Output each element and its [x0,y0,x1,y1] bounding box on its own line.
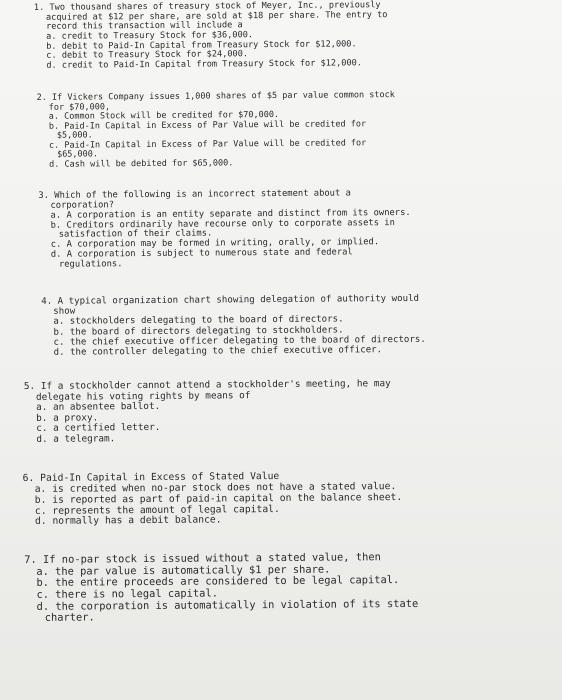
answer-option: c. a certified letter. [36,422,161,435]
answer-option: b. Paid-In Capital in Excess of Par Value will be credited for [48,118,367,132]
answer-option: c. the chief executive officer delegating to the board of directors. [53,334,426,348]
question-number: 6. [22,472,35,484]
question-stem-line: show [53,306,76,317]
question-stem-text: If a stockholder cannot attend a stockholder's meeting, he may [40,378,391,392]
question-6 [23,470,538,528]
answer-option: d. normally has a debit balance. [34,514,222,528]
answer-option: a. an absentee ballot. [36,400,161,413]
answer-option: b. the board of directors delegating to stockholders. [53,324,344,338]
question-stem-line: corporation? [50,200,115,211]
question-number: 4. [41,296,53,307]
question-stem-text: If Vickers Company issues 1,000 shares of $5 par value common stock [51,90,395,103]
question-number: 3. [38,190,50,201]
question-2 [37,90,553,170]
question-7 [24,551,540,625]
question-stem-text: Which of the following is an incorrect statement about a [54,188,351,201]
answer-option: a. A corporation is an entity separate and distinct from its owners. [50,207,411,221]
answer-option-continuation: charter. [44,611,95,625]
question-stem-text: Paid-In Capital in Excess of Stated Value [40,470,280,484]
answer-option: a. credit to Treasury Stock for $36,000. [46,30,254,42]
question-stem-text: A typical organization chart showing delegation of authority would [57,293,420,307]
question-stem-line: for $70,000, [48,101,111,113]
answer-option: a. stockholders delegating to the board of directors. [53,314,344,328]
answer-option: b. a proxy. [36,411,99,424]
question-stem-line: record this transaction will include a [46,20,243,33]
answer-option: b. Creditors ordinarily have recourse only to corporate assets in [50,217,395,231]
answer-option: c. there is no legal capital. [36,587,218,601]
question-stem-line: delegate his voting rights by means of [35,389,251,403]
question-4 [41,293,556,358]
answer-option: d. credit to Paid-In Capital from Treasury Stock for $12,000. [46,58,362,71]
question-3 [38,188,554,271]
answer-option: a. Common Stock will be credited for $70,000. [48,109,280,122]
question-number: 1. [33,2,45,13]
answer-option: c. A corporation may be formed in writing, orally, or implied. [50,237,380,250]
answer-option: c. Paid-In Capital in Excess of Par Value will be credited for [48,137,367,151]
answer-option: a. the par value is automatically $1 per share. [36,563,331,578]
question-number: 7. [24,553,37,566]
answer-option: d. A corporation is subject to numerous state and federal [50,247,353,260]
answer-option: c. represents the amount of legal capital. [34,503,280,517]
answer-option-continuation: $5,000. [56,130,93,141]
question-number: 2. [36,92,47,103]
question-1 [34,0,550,71]
answer-option: d. Cash will be debited for $65,000. [49,157,234,170]
answer-option: d. the corporation is automatically in violation of its state [36,597,419,613]
question-stem-text: Two thousand shares of treasury stock of Meyer, Inc., previously [49,0,381,13]
answer-option: a. is credited when no-par stock does not have a stated value. [34,480,397,495]
question-stem-text: If no-par stock is issued without a stated value, then [42,551,381,566]
answer-option: b. the entire proceeds are considered to be legal capital. [36,574,400,590]
question-stem-line: acquired at $12 per share, are sold at $18 per share. The entry to [45,9,388,23]
answer-option-continuation: satisfaction of their claims. [58,228,213,241]
answer-option: d. the controller delegating to the chief executive officer. [53,345,383,358]
answer-option-continuation: regulations. [58,259,123,270]
answer-option: c. debit to Treasury Stock for $24,000. [46,49,249,61]
answer-option: b. is reported as part of paid-in capital on the balance sheet. [34,491,403,506]
answer-option: d. a telegram. [36,432,116,445]
answer-option-continuation: $65,000. [57,149,99,160]
answer-option: b. debit to Paid-In Capital from Treasury Stock for $12,000. [46,38,357,52]
question-number: 5. [23,380,36,392]
question-5 [24,378,539,445]
